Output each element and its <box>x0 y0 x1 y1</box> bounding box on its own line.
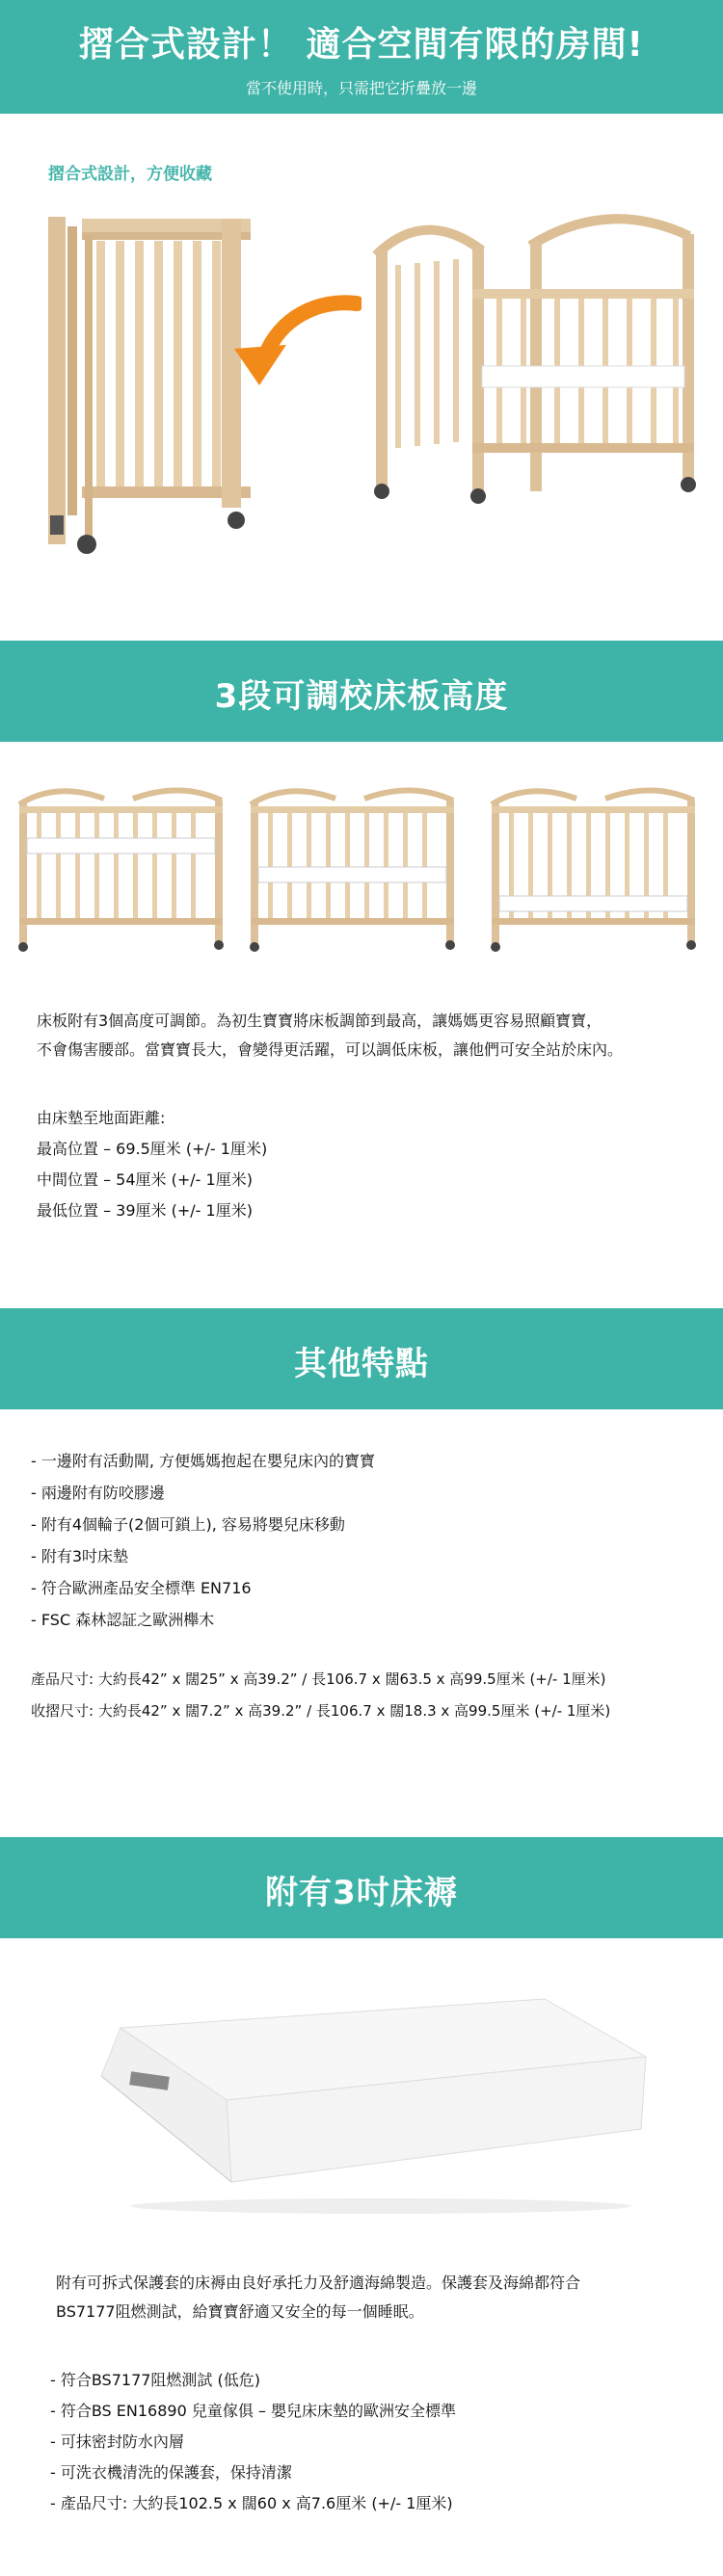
crib-middle-position-image <box>249 785 456 954</box>
folded-crib-image <box>29 197 251 564</box>
header-band-features <box>0 1308 723 1409</box>
feature-item: - 一邊附有活動閘, 方便媽媽抱起在嬰兒床內的寶寶 <box>31 1452 376 1470</box>
mattress-image <box>63 1989 660 2221</box>
mattress-features-list <box>50 2365 456 2519</box>
feature-item: - 附有4個輪子(2個可鎖上), 容易將嬰兒床移動 <box>31 1515 345 1534</box>
section-title-mattress: 附有3吋床褥 <box>265 1874 458 1912</box>
mattress-feature-item: - 產品尺寸: 大約長102.5 x 闊60 x 高7.6厘米 (+/- 1厘米) <box>50 2494 453 2512</box>
distance-high: 最高位置 – 69.5厘米 (+/- 1厘米) <box>37 1140 268 1158</box>
fold-arrow-icon <box>227 289 362 395</box>
mattress-feature-item: - 可洗衣機清洗的保護套，保持清潔 <box>50 2463 292 2482</box>
header-band-folding <box>0 0 723 114</box>
mattress-para-line2: BS7177阻燃測試，給寶寶舒適又安全的每一個睡眠。 <box>56 2302 424 2321</box>
feature-item: - 附有3吋床墊 <box>31 1547 129 1565</box>
height-description <box>37 1007 623 1065</box>
crib-high-position-image <box>17 785 225 954</box>
distance-mid: 中間位置 – 54厘米 (+/- 1厘米) <box>37 1170 253 1189</box>
height-para-line1: 床板附有3個高度可調節。為初生寶寶將床板調節到最高，讓媽媽更容易照顧寶寶， <box>37 1012 602 1030</box>
distance-heading: 由床墊至地面距離: <box>37 1109 166 1127</box>
section-title-height: 3段可調校床板高度 <box>214 677 509 716</box>
mattress-description <box>56 2269 580 2326</box>
product-size: 產品尺寸: 大約長42” x 闊25” x 高39.2” / 長106.7 x 闊63.5 x 高99.5厘米 (+/- 1厘米) <box>31 1670 606 1688</box>
mattress-para-line1: 附有可拆式保護套的床褥由良好承托力及舒適海綿製造。保護套及海綿都符合 <box>56 2274 581 2292</box>
header-band-height <box>0 641 723 742</box>
features-list <box>31 1445 375 1636</box>
mattress-feature-item: - 符合BS EN16890 兒童傢俱 – 嬰兒床床墊的歐洲安全標準 <box>50 2402 457 2420</box>
crib-low-position-image <box>490 785 697 954</box>
unfolded-crib-image <box>366 197 704 515</box>
header-band-mattress <box>0 1837 723 1938</box>
folding-label: 摺合式設計，方便收藏 <box>48 165 212 184</box>
product-sizes <box>31 1664 610 1727</box>
feature-item: - 兩邊附有防咬膠邊 <box>31 1484 165 1502</box>
mattress-feature-item: - 符合BS7177阻燃測試 (低危) <box>50 2371 261 2389</box>
section-subtitle-folding: 當不使用時，只需把它折疊放一邊 <box>245 79 477 97</box>
section-title-folding: 摺合式設計！ 適合空間有限的房間! <box>79 25 644 65</box>
feature-item: - FSC 森林認証之歐洲櫸木 <box>31 1611 215 1629</box>
mattress-feature-item: - 可抹密封防水內層 <box>50 2432 184 2451</box>
height-distances <box>37 1103 267 1226</box>
feature-item: - 符合歐洲產品安全標準 EN716 <box>31 1579 252 1597</box>
distance-low: 最低位置 – 39厘米 (+/- 1厘米) <box>37 1201 253 1220</box>
section-title-features: 其他特點 <box>294 1345 429 1383</box>
folded-size: 收摺尺寸: 大約長42” x 闊7.2” x 高39.2” / 長106.7 x 闊18.3 x 高99.5厘米 (+/- 1厘米) <box>31 1702 611 1720</box>
height-para-line2: 不會傷害腰部。當寶寶長大，會變得更活躍，可以調低床板，讓他們可安全站於床內。 <box>37 1040 624 1059</box>
